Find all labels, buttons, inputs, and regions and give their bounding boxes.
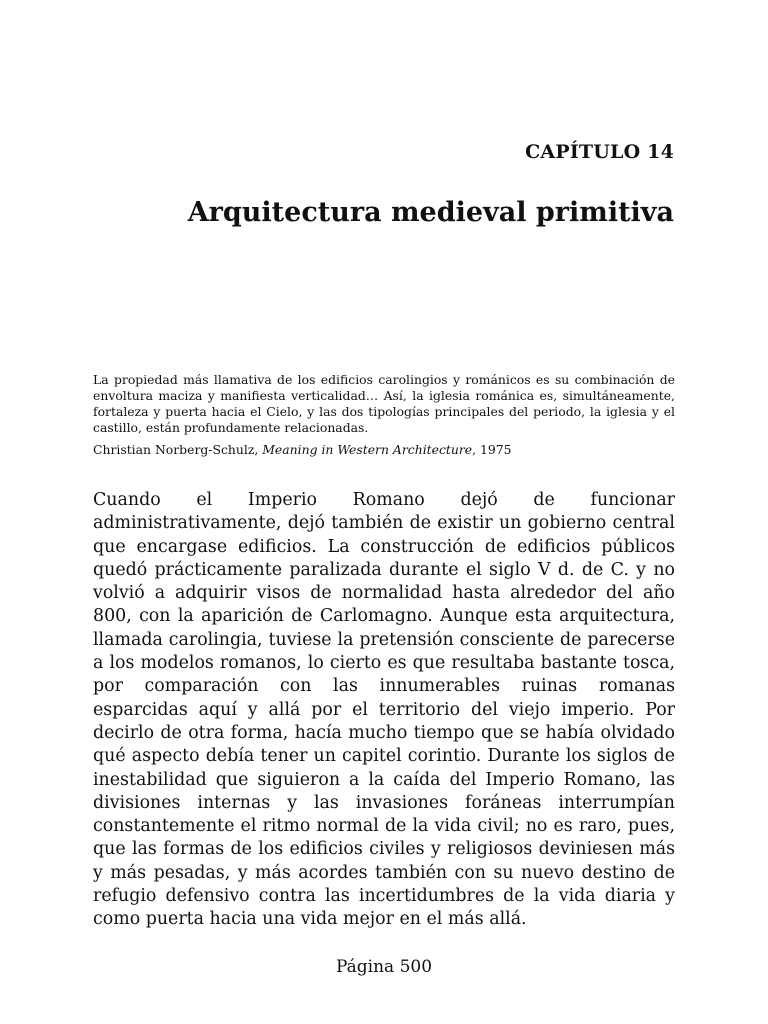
chapter-title: Arquitectura medieval primitiva <box>187 197 674 228</box>
page-number: Página 500 <box>335 957 433 977</box>
epigraph-author: Christian Norberg-Schulz, <box>93 442 263 457</box>
epigraph-source <box>93 442 675 458</box>
chapter-label: CAPÍTULO 14 <box>525 141 674 163</box>
body-paragraph: Cuando el Imperio Romano dejó de funcionar administrativamente, dejó también de existir un gobierno central que encargase edificios. La construcción de edificios públicos quedó prácticamente paralizada durante el siglo V d. de C. y no volvió a adquirir visos de normalidad hasta alrededor del año 800, con la aparición de Carlomagno. Aunque esta arquitectura, llamada carolingia, tuviese la pretensión consciente de parecerse a los modelos romanos, lo cierto es que resultaba bastante tosca, por comparación con las innumerables ruinas romanas esparcidas aquí y allá por el territorio del viejo imperio. Por decirlo de otra forma, hacía mucho tiempo que se había olvidado qué aspecto debía tener un capitel corintio. Durante los siglos de inestabilidad que siguieron a la caída del Imperio Romano, las divisiones internas y las invasiones foráneas interrumpían constantemente el ritmo normal de la vida civil; no es raro, pues, que las formas de los edificios civiles y religiosos deviniesen más y más pesadas, y más acordes también con su nuevo destino de refugio defensivo contra las incertidumbres de la vida diaria y como puerta hacia una vida mejor en el más allá. <box>93 490 675 930</box>
epigraph-quote: La propiedad más llamativa de los edificios carolingios y románicos es su combinación de envoltura maciza y manifiesta verticalidad… Así, la iglesia románica es, simultáneamente, fortaleza y puerta hacia el Cielo, y las dos tipologías principales del periodo, la iglesia y el castillo, están profundamente relacionadas. <box>93 372 675 435</box>
epigraph-year: , 1975 <box>472 442 512 457</box>
epigraph-work-title: Meaning in Western Architecture <box>262 442 473 457</box>
